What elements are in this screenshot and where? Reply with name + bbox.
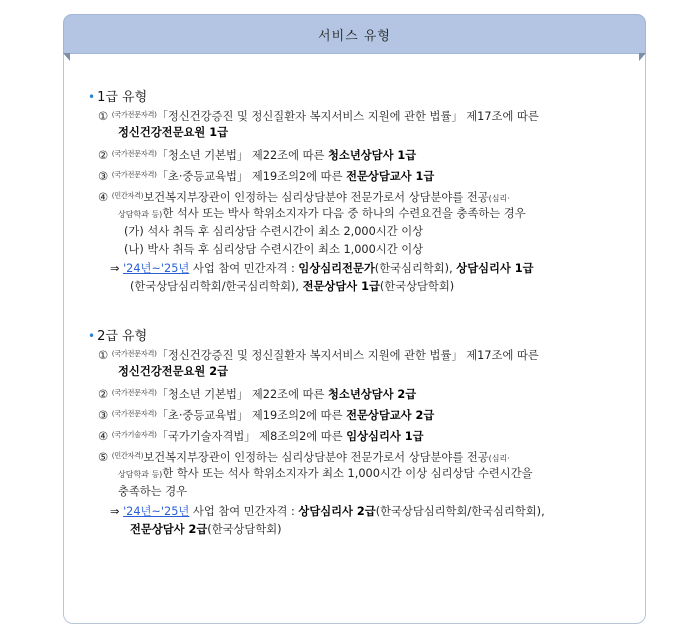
level2-item-5: ⑤ $^{(민간자격)}$보건복지부장관이 인정하는 심리상담분야 전문가로서 상담분야를 전공(심리· <box>98 451 510 464</box>
level2-item-4: ④ $^{(국가기술자격)}$「국가기술자격법」 제8조의2에 따른 임상심리사 1급 <box>98 430 424 443</box>
level2-item-1: ① $^{(국가전문자격)}$「정신건강증진 및 정신질환자 복지서비스 지원에 관한 법률」 제17조에 따른 <box>98 349 539 362</box>
header-bar <box>63 14 646 54</box>
level2-item-1-cont: 정신건강전문요원 2급 <box>118 365 229 378</box>
bullet-dot-icon: • <box>88 329 96 343</box>
level2-note-cont: 전문상담사 2급(한국상담학회) <box>130 523 282 536</box>
arrow-icon: ⇒ <box>110 262 120 275</box>
level1-item-4: ④ $^{(민간자격)}$보건복지부장관이 인정하는 심리상담분야 전문가로서 상담분야를 전공(심리· <box>98 191 510 204</box>
level2-item-2: ② $^{(국가전문자격)}$「청소년 기본법」 제22조에 따른 청소년상담사 2급 <box>98 388 417 401</box>
level1-item-4-cont: 상담학과 등)한 석사 또는 박사 학위소지자가 다음 중 하나의 수련요건을 충족하는 경우 <box>118 207 526 220</box>
header-fold-left <box>63 53 70 61</box>
level1-item-2: ② $^{(국가전문자격)}$「청소년 기본법」 제22조에 따른 청소년상담사 1급 <box>98 149 417 162</box>
header-fold-right <box>639 53 646 61</box>
level1-item-4-sub-a: (가) 석사 취득 후 심리상담 수련시간이 최소 2,000시간 이상 <box>124 225 424 238</box>
level2-item-5-cont2: 충족하는 경우 <box>118 485 188 498</box>
level2-heading: • 2급 유형 <box>88 329 148 344</box>
period-link[interactable]: '24년~'25년 <box>123 505 190 518</box>
page-title: 서비스 유형 <box>318 29 391 44</box>
level1-note: ⇒ '24년~'25년 사업 참여 민간자격 : 임상심리전문가(한국심리학회), 상담심리사 1급 <box>110 262 534 275</box>
period-link[interactable]: '24년~'25년 <box>123 262 190 275</box>
level1-heading: • 1급 유형 <box>88 90 148 105</box>
level2-item-3: ③ $^{(국가전문자격)}$「초·중등교육법」 제19조의2에 따른 전문상담교사 2급 <box>98 409 435 422</box>
level1-item-3: ③ $^{(국가전문자격)}$「초·중등교육법」 제19조의2에 따른 전문상담교사 1급 <box>98 170 435 183</box>
level1-item-1-cont: 정신건강전문요원 1급 <box>118 126 229 139</box>
arrow-icon: ⇒ <box>110 505 120 518</box>
level2-note: ⇒ '24년~'25년 사업 참여 민간자격 : 상담심리사 2급(한국상담심리학회/한국심리학회), <box>110 505 545 518</box>
bullet-dot-icon: • <box>88 90 96 104</box>
level1-note-cont: (한국상담심리학회/한국심리학회), 전문상담사 1급(한국상담학회) <box>130 280 455 293</box>
level1-item-1: ① $^{(국가전문자격)}$「정신건강증진 및 정신질환자 복지서비스 지원에 관한 법률」 제17조에 따른 <box>98 110 539 123</box>
level2-item-5-cont: 상담학과 등)한 학사 또는 석사 학위소지자가 최소 1,000시간 이상 심리상담 수련시간을 <box>118 467 533 480</box>
level1-item-4-sub-b: (나) 박사 취득 후 심리상담 수련시간이 최소 1,000시간 이상 <box>124 243 424 256</box>
